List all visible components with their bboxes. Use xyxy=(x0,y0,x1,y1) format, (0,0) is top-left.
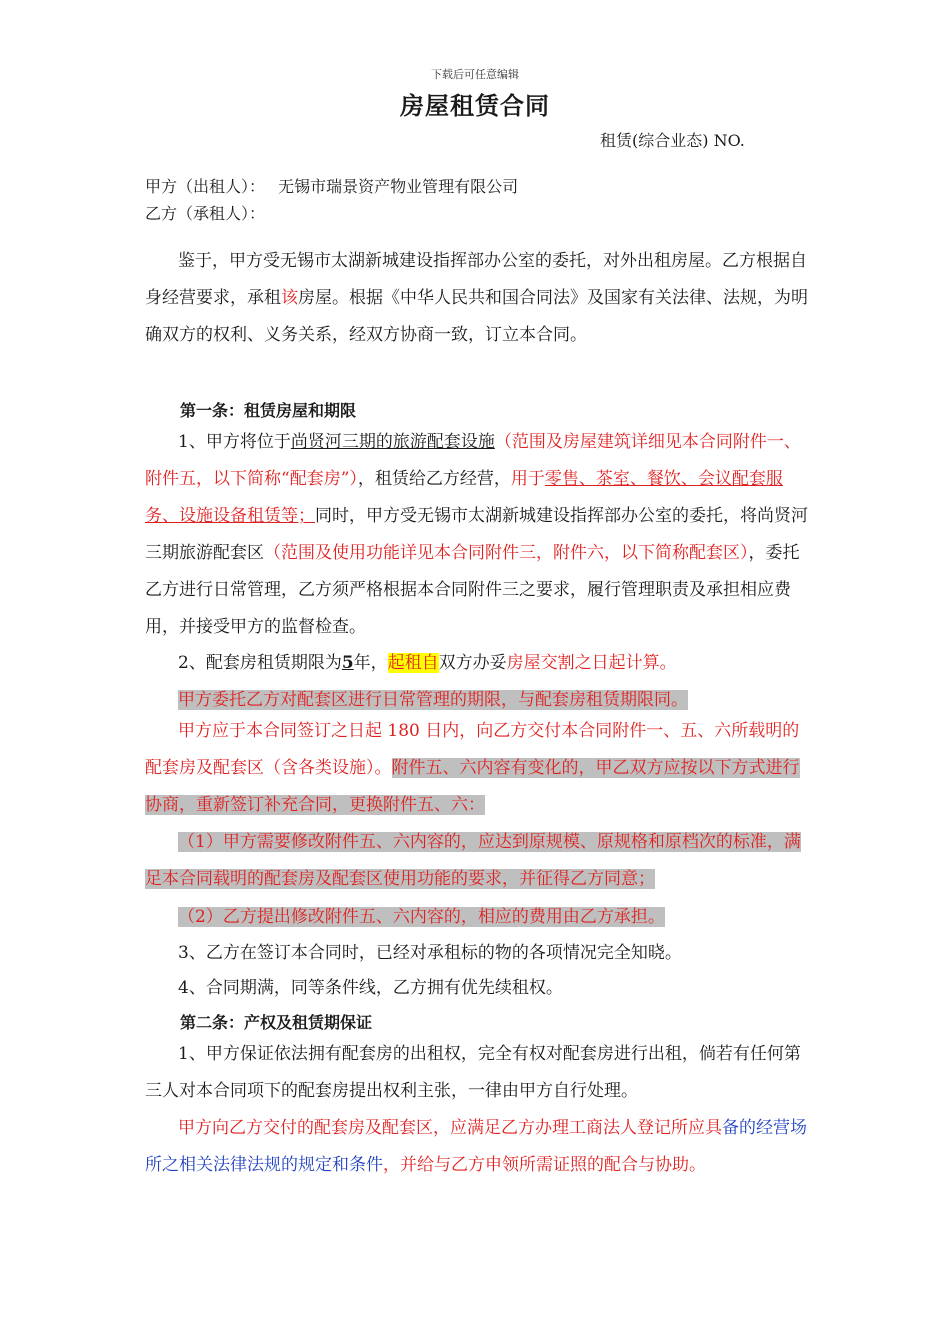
article-1-clause-3 xyxy=(145,938,682,963)
top-note: 下载后可任意编辑 xyxy=(431,68,519,81)
article-2-heading: 第二条：产权及租赁期保证 xyxy=(180,1013,373,1032)
article-2-conditions-paragraph xyxy=(145,1110,810,1184)
preamble-text-1: 鉴于，甲方受无锡市太湖新城建设指挥部办公室的委托，对外出租房屋。乙方根据自身经营要求，承租 xyxy=(145,251,807,308)
clause-4-text: 4、合同期满，同等条件线，乙方拥有优先续租权。 xyxy=(178,978,563,998)
amendment-item-2-text: （2）乙方提出修改附件五、六内容的，相应的费用由乙方承担。 xyxy=(178,907,665,927)
conditions-text-c: ，并给与乙方申领所需证照的配合与协助。 xyxy=(383,1155,706,1175)
clause-2-text-d: 双方办妥 xyxy=(438,653,507,673)
preamble-text-2: 该 xyxy=(281,288,298,308)
clause-2-text-c: 起租自 xyxy=(387,653,439,673)
delivery-text: 甲方应于本合同签订之日起 180 日内，向乙方交付本合同附件一、五、六所载明的配套房及配套区（含各类设施）。 xyxy=(145,721,800,778)
amendment-text: 附件五、六内容有变化的，甲乙双方应按以下方式进行协商，重新签订补充合同，更换附件五、六： xyxy=(145,758,800,815)
amendment-item-2 xyxy=(145,902,665,927)
article-1-clause-2 xyxy=(145,648,677,673)
clause-1-text-c: （范围及房屋建筑 xyxy=(494,432,631,452)
contract-number: 租赁(综合业态) NO. xyxy=(600,131,745,150)
clause-1-text-i: （范围及使用功能详见本合同附件三，附件六，以下简称配套区） xyxy=(264,543,749,563)
clause-2-text-e: 房屋交割之日起计算。 xyxy=(506,653,677,673)
party-b-label: 乙方（承租人）： xyxy=(145,204,266,223)
clause-1-text-g: 零售、茶室、餐饮、会议配套服务、设施设备租赁等； xyxy=(145,469,783,526)
conditions-text-a: 甲方向乙方交付的配套房及配套区，应满足乙方办理工商法人登记所应具 xyxy=(178,1118,722,1138)
party-a-line xyxy=(145,174,518,197)
preamble-paragraph xyxy=(145,243,810,354)
party-b-line xyxy=(145,201,265,224)
management-period-line xyxy=(145,685,688,710)
clause-1-text-a: 1、甲方将位于 xyxy=(178,432,291,452)
clause-3-text: 3、乙方在签订本合同时，已经对承租标的物的各项情况完全知晓。 xyxy=(178,943,682,963)
clause-1-text-h: 同时，甲方受无锡市太湖新城建设指挥部办公室的委托，将尚贤河三期旅游配套区 xyxy=(145,506,808,563)
party-a-name: 无锡市瑞景资产物业管理有限公司 xyxy=(278,177,519,196)
amendment-item-1-text: （1）甲方需要修改附件五、六内容的，应达到原规模、原规格和原档次的标准，满足本合同载明的配套房及配套区使用功能的要求，并征得乙方同意； xyxy=(145,832,801,889)
clause-2-text-b: 年， xyxy=(353,653,388,673)
clause-2-text-a: 2、配套房租赁期限为 xyxy=(178,653,342,673)
clause-1-text-f: 用于 xyxy=(510,469,545,489)
party-a-label: 甲方（出租人）： xyxy=(145,177,266,196)
article-1-clause-4 xyxy=(145,973,563,998)
lease-years: 5 xyxy=(341,653,354,673)
article-2-clause-1 xyxy=(145,1036,810,1110)
clause-1-text-d: 详细见本合同附件一、附件五，以下简称“配套房”） xyxy=(145,432,801,489)
clause-1-text-e: ，租赁给乙方经营， xyxy=(357,469,511,489)
delivery-paragraph xyxy=(145,713,810,824)
article-1-heading: 第一条：租赁房屋和期限 xyxy=(180,401,357,420)
preamble-text-3: 房屋。根据《中华人民共和国合同法》及国家有关法律、法规，为明确双方的权利、义务关系，经双方协商一致，订立本合同。 xyxy=(145,288,808,345)
article-2-clause-1-text: 1、甲方保证依法拥有配套房的出租权，完全有权对配套房进行出租，倘若有任何第三人对本合同项下的配套房提出权利主张，一律由甲方自行处理。 xyxy=(145,1044,801,1101)
management-period-text: 甲方委托乙方对配套区进行日常管理的期限，与配套房租赁期限同。 xyxy=(178,690,688,710)
article-1-clause-1 xyxy=(145,424,810,646)
clause-1-text-b: 尚贤河三期的旅游配套设施 xyxy=(290,432,495,452)
clause-1-text-j: ，委托乙方进行日常管理，乙方须严格根据本合同附件三之要求，履行管理职责及承担相应费用，并接受甲方的监督检查。 xyxy=(145,543,800,637)
amendment-item-1 xyxy=(145,824,810,898)
document-title: 房屋租赁合同 xyxy=(400,92,550,120)
conditions-text-b: 备的经营场所之相关法律法规的规定和条件 xyxy=(145,1118,807,1175)
